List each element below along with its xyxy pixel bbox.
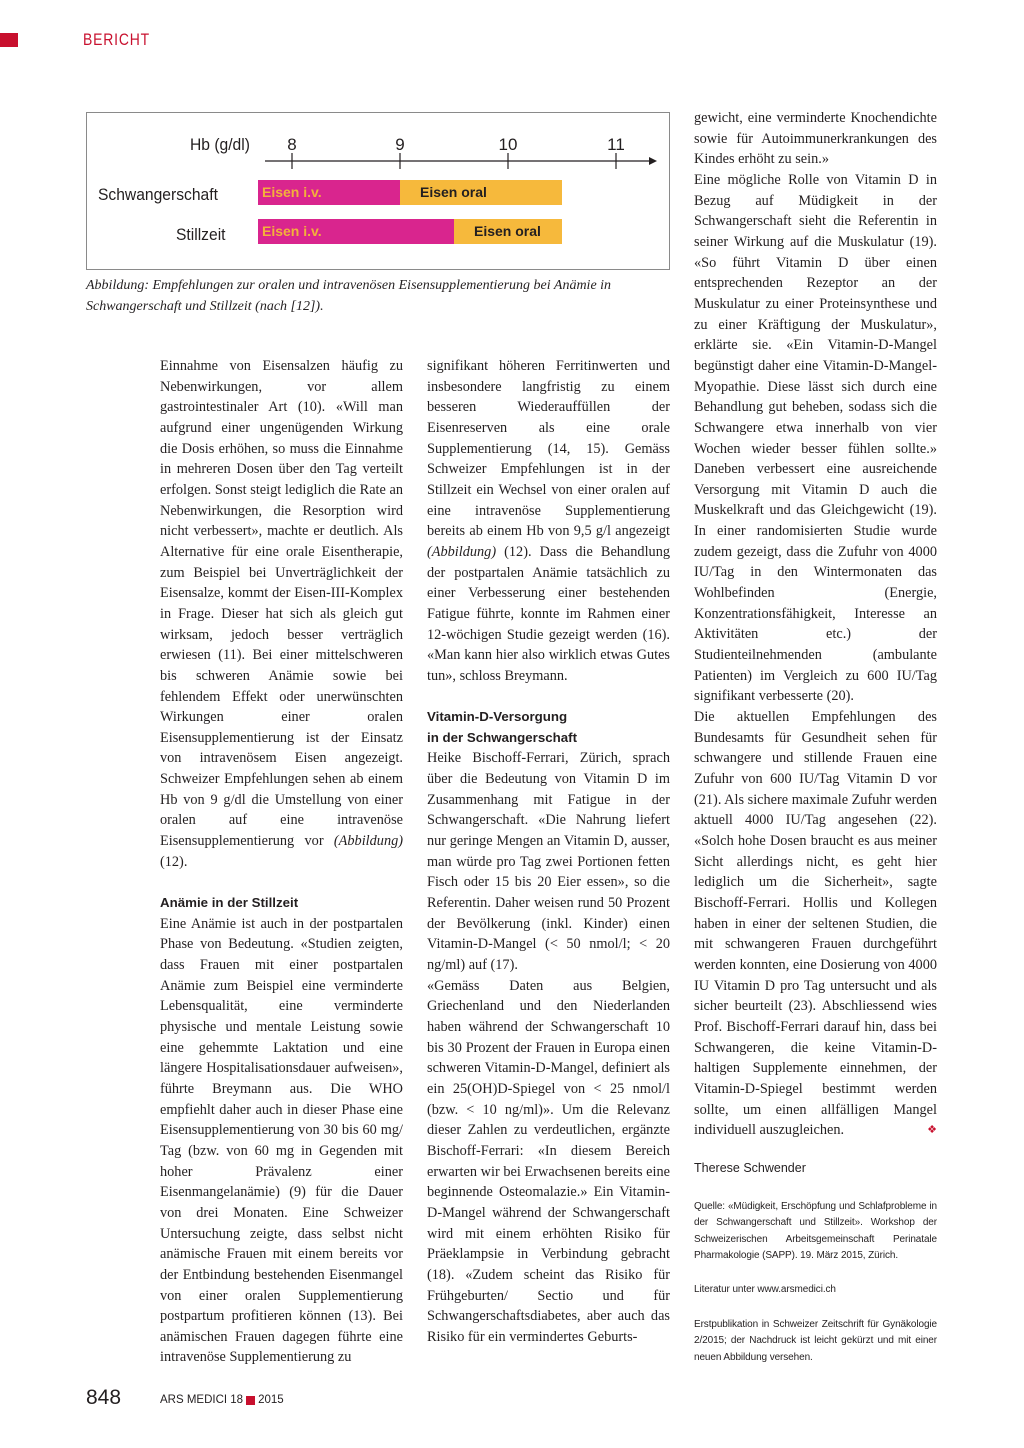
paragraph: Heike Bischoff-Ferrari, Zürich, sprach über die Bedeutung von Vitamin D im Zusammenhang mit Fatigue in der Schwangerschaft. «Die Nahrung liefert nur geringe Mengen an Vitamin D, ausser, man würde pro Tag zwei Portionen fetten Fisch oder 15 bis 20 Eier essen», so die Referentin. Daher weisen rund 50 Prozent der Bevölkerung (inkl. Kinder) einen Vitamin-D-Mangel (< 50 nmol/l; < 20 ng/ml) auf (17). xyxy=(427,750,670,974)
axis-arrowhead xyxy=(649,157,657,165)
row-label-pregnancy: Schwangerschaft xyxy=(98,185,218,205)
paragraph-text: Die aktuellen Empfehlungen des Bundesamts für Gesundheit sehen für schwangere und stillende Frauen eine Zufuhr von 600 IU/Tag Vitamin D vor (21). Als sichere maximale Zufuhr werden aktuell 4000 IU/Tag angesehen (22). «Solch hohe Dosen braucht es aus meiner Sicht allerdings nicht, es geht hier lediglich um die Sicherheit», sagte Bischoff-Ferrari. Hollis und Kollegen haben in einer der seltenen Studien, die mit schwangeren Frauen durchgeführt werden konnten, eine Dosierung von 4000 IU Vitamin D pro Tag untersucht und als sicher beurteilt (23). Abschliessend wies Prof. Bischoff-Ferrari darauf hin, dass bei Schwangeren, die keine Vitamin-D-haltigen Supplemente einnehmen, der Vitamin-D-Spiegel bestimmt werden sollte, um einen allfälligen Mangel individuell auszugleichen. xyxy=(694,709,937,1139)
paragraph xyxy=(160,356,403,872)
axis-tick-label: 11 xyxy=(607,135,625,154)
section-heading: Vitamin-D-Versorgung xyxy=(427,709,568,725)
source-note: Quelle: «Müdigkeit, Erschöpfung und Schlafprobleme in der Schwangerschaft und Stillzeit». Workshop der Schweizerischen Arbeitsgemeinschaft Perinatale Pharmakologie (SAPP). 19. März 2015, Zürich. xyxy=(694,1200,937,1262)
oral-iron-label: Eisen oral xyxy=(474,223,541,239)
figure-reference: (Abbildung) xyxy=(333,833,403,850)
article-end-icon: ❖ xyxy=(927,1124,937,1137)
row-label-lactation: Stillzeit xyxy=(176,225,226,245)
text-column-1 xyxy=(160,356,403,1368)
figure-chart xyxy=(86,112,670,270)
footer-accent-square xyxy=(246,1396,255,1405)
paragraph: gewicht, eine verminderte Knochendichte sowie für Autoimmunerkrankungen des Kindes erhöht zu sein.» xyxy=(694,110,937,168)
header-accent-square xyxy=(0,33,18,47)
axis-tick-label: 8 xyxy=(287,135,297,154)
axis-label: Hb (g/dl) xyxy=(190,135,250,155)
paragraph-text: signifikant höheren Ferritinwerten und insbesondere langfristig zu einem besseren Wiederauffüllen der Eisenreserven als eine orale Supplementierung (14, 15). Gemäss Schweizer Empfehlungen ist in der Stillzeit ein Wechsel von einer oralen auf eine intravenöse Supplementierung bereits ab einem Hb von 9,5 g/l angezeigt xyxy=(427,358,670,540)
axis-tick-label: 9 xyxy=(395,135,405,154)
paragraph: Eine mögliche Rolle von Vitamin D in Bezug auf Müdigkeit in der Schwangerschaft sieht die Referentin in seiner Wirkung auf die Muskulatur (19). «So führt Vitamin D über einen entsprechenden Rezeptor an der Muskulatur zu einer Proteinsynthese und zu einer Kräftigung der Muskulatur», erklärte sie. «Ein Vitamin-D-Mangel begünstigt daher eine Vitamin-D-Mangel-Myopathie. Diese lässt sich durch eine Behandlung gut beheben, sodass sich die Schwangere etwa innerhalb von vier Wochen wieder besser fühlen sollte.» Daneben verbessert eine ausreichende Versorgung mit Vitamin D auch die Muskelkraft und das Gleichgewicht (19). In einer randomisierten Studie wurde zudem gezeigt, dass die Zufuhr von 4000 IU/Tag in den Wintermonaten das Wohlbefinden (Energie, Konzentrationsfähigkeit, Interesse an Aktivitäten etc.) der Studienteilnehmenden (ambulante Patienten) im Vergleich zu 600 IU/Tag signifikant verbesserte (20). xyxy=(694,171,937,705)
section-heading-line2: in der Schwangerschaft xyxy=(427,729,577,745)
iv-iron-label: Eisen i.v. xyxy=(262,184,322,200)
section-label: BERICHT xyxy=(83,30,150,49)
publication-note: Erstpublikation in Schweizer Zeitschrift für Gynäkologie 2/2015; der Nachdruck ist leicht gekürzt und mit einer neuen Abbildung versehen. xyxy=(694,1318,937,1363)
page-number: 848 xyxy=(86,1386,122,1409)
issue-year: 2015 xyxy=(258,1394,284,1406)
axis-tick-label: 10 xyxy=(498,135,518,154)
literature-note: Literatur unter www.arsmedici.ch xyxy=(694,1284,836,1296)
iv-iron-label: Eisen i.v. xyxy=(262,223,322,239)
paragraph-text: (12). Dass die Behandlung der postpartalen Anämie tatsächlich zu einer Verbesserung einer bestehenden Fatigue führte, konnte im Rahmen einer 12-wöchigen Studie gezeigt werden (16). «Man kann hier also wirklich etwas Gutes tun», schloss Breymann. xyxy=(427,543,670,684)
figure-caption: Abbildung: Empfehlungen zur oralen und intravenösen Eisensupplementierung bei Anämie in Schwangerschaft und Stillzeit (nach [12]). xyxy=(86,278,612,314)
paragraph xyxy=(427,356,670,687)
author-name: Therese Schwender xyxy=(694,1160,806,1175)
paragraph: «Gemäss Daten aus Belgien, Griechenland und den Niederlanden haben während der Schwangerschaft 10 bis 30 Prozent der Frauen in Europa einen schweren Vitamin-D-Mangel, definiert als ein 25(OH)D-Spiegel von < 25 nmol/l (bzw. < 10 ng/ml)». Um die Relevanz dieser Zahlen zu verdeutlichen, ergänzte Bischoff-Ferrari: «In diesem Bereich erwarten wir bei Erwachsenen bereits eine beginnende Osteomalazie.» Ein Vitamin-D-Mangel während der Schwangerschaft wird mit einem erhöhten Risiko für Präeklampsie in Verbindung gebracht (18). «Zudem scheint das Risiko für Frühgeburten/ Sectio und für Schwangerschaftsdiabetes, aber auch das Risiko für ein vermindertes Geburts- xyxy=(427,977,670,1345)
paragraph-text: Einnahme von Eisensalzen häufig zu Nebenwirkungen, vor allem gastrointestinaler Art (10). «Will man aufgrund einer ungenügenden Wirkung die Dosis erhöhen, so muss die Einnahme in mehreren Dosen über den Tag verteilt erfolgen. Sonst steigt lediglich die Rate an Nebenwirkungen, die Resorption wird nicht verbessert», machte er deutlich. Als Alternative für eine orale Eisentherapie, zum Beispiel bei Unverträglichkeit der Eisensalze, kommt der Eisen-III-Komplex in Frage. Dieser hat sich als gleich gut wirksam, jedoch besser verträglich erwiesen (11). Bei einer mittelschweren bis schweren Anämie sowie bei fehlendem Effekt oder unerwünschten Wirkungen einer oralen Eisensupplementierung ist der Einsatz von intravenösem Eisen angezeigt. Schweizer Empfehlungen sehen ab einem Hb von 9 g/dl die Umstellung von einer oralen auf eine intravenöse Eisensupplementierung vor xyxy=(160,358,403,850)
figure-svg xyxy=(87,113,669,269)
footer-publication xyxy=(160,1394,284,1406)
oral-iron-label: Eisen oral xyxy=(420,184,487,200)
paragraph xyxy=(694,707,937,1141)
paragraph: Eine Anämie ist auch in der postpartalen Phase von Bedeutung. «Studien zeigten, dass Frauen mit einer postpartalen Anämie zum Beispiel eine verminderte Lebensqualität, eine verminderte physische und mentale Leistung sowie eine gehemmte Laktation und eine längere Hospitalisationsdauer aufweisen», führte Breymann aus. Die WHO empfiehlt daher auch in dieser Phase eine Eisensupplementierung von 30 bis 60 mg/ Tag (bzw. von 60 mg in Gegenden mit hoher Prävalenz einer Eisenmangelanämie) (9) für die Dauer von drei Monaten. Eine Schweizer Untersuchung zeigte, dass selbst nicht anämische Frauen mit einem bereits vor der Entbindung bestehenden Eisenmangel von einer oralen Supplementierung postpartum profitieren können (13). Bei anämischen Frauen dagegen führte eine intravenöse Supplementierung zu xyxy=(160,915,403,1366)
section-heading: Anämie in der Stillzeit xyxy=(160,895,299,911)
paragraph-text: (12). xyxy=(160,853,188,870)
magazine-name: ARS MEDICI 18 xyxy=(160,1394,244,1406)
text-column-3 xyxy=(694,108,937,1366)
text-column-2 xyxy=(427,356,670,1347)
figure-reference: (Abbildung) xyxy=(427,543,497,560)
